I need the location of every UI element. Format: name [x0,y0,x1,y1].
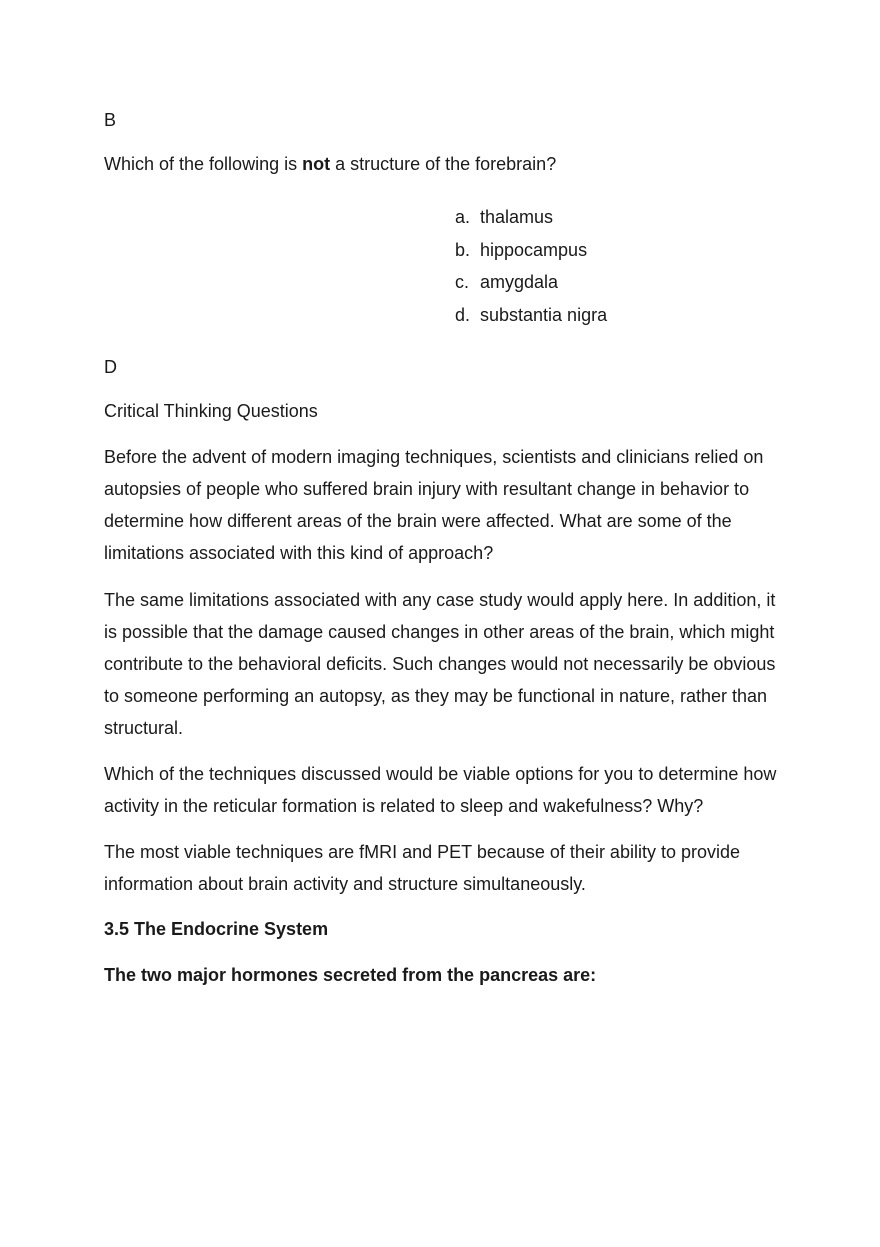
answer-options-list [455,201,607,331]
option-letter: b. [455,239,471,260]
question-forebrain-suffix: a structure of the forebrain? [330,154,557,174]
answer-letter-d: D [104,357,117,377]
question-forebrain [104,148,784,180]
option-letter: a. [455,207,471,227]
option-text: amygdala [480,272,559,292]
question-forebrain-prefix: Which of the following is [104,154,303,174]
answer-letter-b: B [104,110,117,130]
option-letter: c. [455,272,470,292]
question-forebrain-emphasis: not [302,154,331,174]
critical-thinking-answer-1: The same limitations associated with any case study would apply here. In addition, it is possible that the damage caused changes in other areas of the brain, which might contribute to the behavioral deficits. Such changes would not necessarily be obvious to someone performing an autopsy, as they may be functional in nature, rather than structural. [104,590,776,738]
option-c [455,266,607,299]
option-text: thalamus [480,207,554,227]
critical-thinking-answer-2: The most viable techniques are fMRI and PET because of their ability to provide information about brain activity and structure simultaneously. [104,842,741,894]
critical-thinking-heading: Critical Thinking Questions [104,401,318,421]
section-heading: 3.5 The Endocrine System [104,919,329,939]
question-pancreas: The two major hormones secreted from the pancreas are: [104,965,597,985]
option-letter: d. [455,304,471,325]
critical-thinking-question-2: Which of the techniques discussed would be viable options for you to determine how activity in the reticular formation is related to sleep and wakefulness? Why? [104,764,777,816]
option-b [455,234,607,267]
critical-thinking-question-1: Before the advent of modern imaging techniques, scientists and clinicians relied on autopsies of people who suffered brain injury with resultant change in behavior to determine how different areas of the brain were affected. What are some of the limitations associated with this kind of approach? [104,447,764,563]
option-text: substantia nigra [480,304,608,325]
option-text: hippocampus [480,239,588,260]
option-d [455,299,607,332]
option-a [455,201,607,234]
